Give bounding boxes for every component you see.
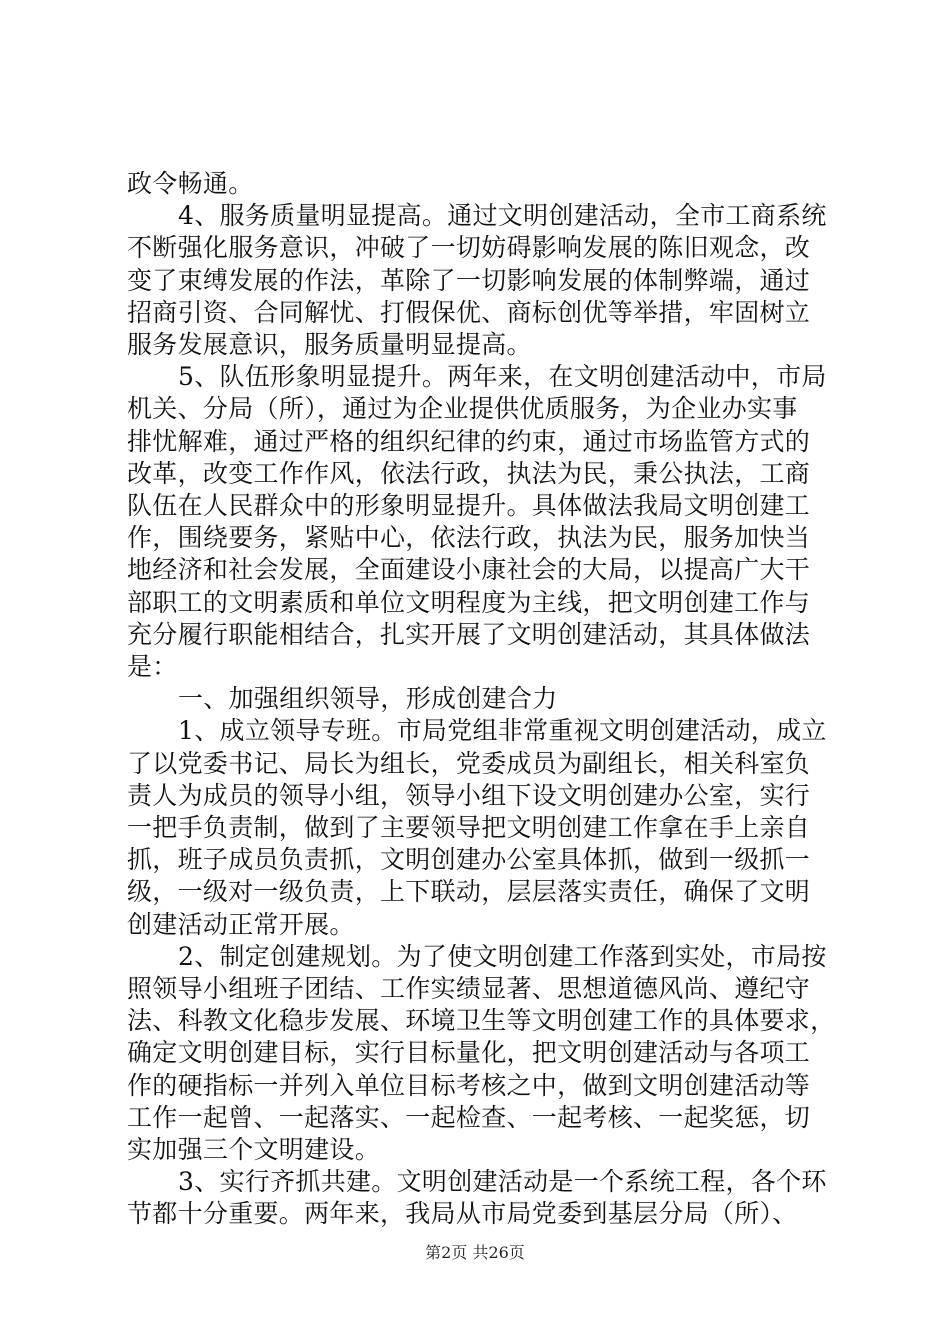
- text-line: 是：: [127, 652, 178, 681]
- text-line: 抓，班子成员负责抓，文明创建办公室具体抓，做到一级抓一: [127, 845, 811, 874]
- text-line: 工作一起曾、一起落实、一起检查、一起考核、一起奖惩，切: [127, 1103, 811, 1132]
- text-line: 一把手负责制，做到了主要领导把文明创建工作拿在手上亲自: [127, 813, 811, 842]
- text-line: 不断强化服务意识，冲破了一切妨碍影响发展的陈旧观念，改: [127, 233, 811, 262]
- text-line: 实加强三个文明建设。: [127, 1135, 381, 1164]
- text-line: 部职工的文明素质和单位文明程度为主线，把文明创建工作与: [127, 588, 811, 617]
- text-line: 机关、分局（所），通过为企业提供优质服务，为企业办实事: [127, 394, 798, 423]
- text-line: 了以党委书记、局长为组长，党委成员为副组长，相关科室负: [127, 749, 811, 778]
- text-line: 地经济和社会发展，全面建设小康社会的大局，以提高广大干: [127, 555, 811, 584]
- text-line: 4、服务质量明显提高。通过文明创建活动，全市工商系统: [178, 201, 827, 230]
- text-line: 变了束缚发展的作法，革除了一切影响发展的体制弊端，通过: [127, 266, 811, 295]
- text-line: 2、制定创建规划。为了使文明创建工作落到实处，市局按: [178, 942, 827, 971]
- text-line: 改革，改变工作作风，依法行政，执法为民，秉公执法，工商: [127, 459, 811, 488]
- text-line: 作的硬指标一并列入单位目标考核之中，做到文明创建活动等: [127, 1071, 811, 1100]
- page-footer: 第2页 共26页: [425, 1243, 525, 1262]
- section-heading: 一、加强组织领导，形成创建合力: [178, 684, 558, 713]
- text-line: 级，一级对一级负责，上下联动，层层落实责任，确保了文明: [127, 877, 811, 906]
- text-line: 队伍在人民群众中的形象明显提升。具体做法我局文明创建工: [127, 491, 811, 520]
- text-line: 责人为成员的领导小组，领导小组下设文明创建办公室，实行: [127, 781, 811, 810]
- text-line: 法、科教文化稳步发展、环境卫生等文明创建工作的具体要求，: [127, 1006, 836, 1035]
- text-line: 照领导小组班子团结、工作实绩显著、思想道德风尚、遵纪守: [127, 974, 811, 1003]
- text-line: 3、实行齐抓共建。文明创建活动是一个系统工程，各个环: [178, 1167, 827, 1196]
- text-line: 政令畅通。: [127, 169, 254, 198]
- text-line: 服务发展意识，服务质量明显提高。: [127, 330, 532, 359]
- text-line: 5、队伍形象明显提升。两年来，在文明创建活动中，市局: [178, 362, 827, 391]
- text-line: 充分履行职能相结合，扎实开展了文明创建活动，其具体做法: [127, 620, 811, 649]
- text-line: 1、成立领导专班。市局党组非常重视文明创建活动，成立: [178, 716, 827, 745]
- text-line: 节都十分重要。两年来，我局从市局党委到基层分局（所）、: [127, 1199, 798, 1228]
- text-line: 排忧解难，通过严格的组织纪律的约束，通过市场监管方式的: [127, 427, 811, 456]
- text-line: 创建活动正常开展。: [127, 910, 355, 939]
- text-line: 确定文明创建目标，实行目标量化，把文明创建活动与各项工: [127, 1038, 811, 1067]
- text-line: 作，围绕要务，紧贴中心，依法行政，执法为民，服务加快当: [127, 523, 811, 552]
- text-line: 招商引资、合同解忧、打假保优、商标创优等举措，牢固树立: [127, 298, 811, 327]
